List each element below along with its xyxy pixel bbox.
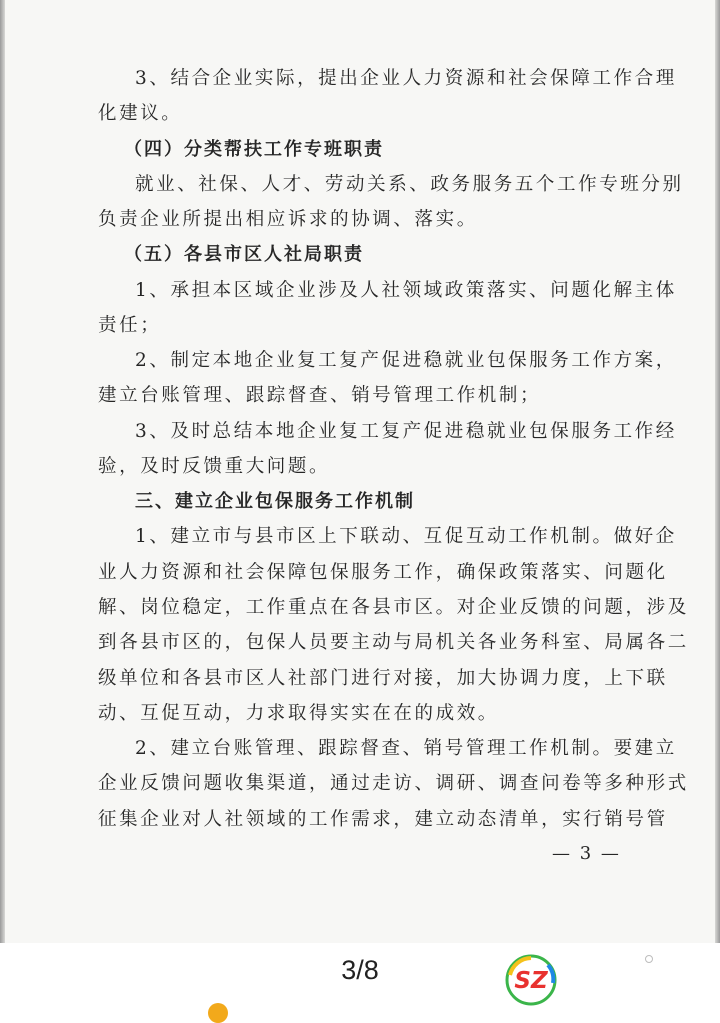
paragraph-line: 1、承担本区域企业涉及人社领域政策落实、问题化解主体: [135, 280, 677, 301]
section-heading: （五）各县市区人社局职责: [124, 244, 364, 265]
paragraph-line: 级单位和各县市区人社部门进行对接，加大协调力度，上下联: [98, 668, 668, 689]
paragraph-line: 责任；: [98, 315, 162, 336]
paragraph-line: 3、结合企业实际，提出企业人力资源和社会保障工作合理: [135, 68, 677, 89]
paragraph-line: 验，及时反馈重大问题。: [98, 456, 331, 477]
sz-logo-graphic: [504, 953, 558, 1007]
paragraph-line: 就业、社保、人才、劳动关系、政务服务五个工作专班分别: [135, 174, 684, 195]
paragraph-line: 负责企业所提出相应诉求的协调、落实。: [98, 209, 478, 230]
indicator-dot-icon: [645, 955, 653, 963]
paragraph-line: 1、建立市与县市区上下联动、互促互动工作机制。做好企: [135, 526, 677, 547]
sz-logo-icon[interactable]: [504, 953, 558, 1007]
paragraph-line: 2、制定本地企业复工复产促进稳就业包保服务工作方案，: [135, 350, 677, 371]
logo-text: SZ: [514, 968, 548, 994]
paragraph-line: 建立台账管理、跟踪督查、销号管理工作机制；: [98, 385, 542, 406]
chapter-heading: 三、建立企业包保服务工作机制: [135, 491, 415, 512]
paragraph-line: 动、互促互动，力求取得实实在在的成效。: [98, 703, 499, 724]
paragraph-line: 业人力资源和社会保障包保服务工作，确保政策落实、问题化: [98, 562, 668, 583]
paragraph-line: 化建议。: [98, 103, 183, 124]
page-edge-right: [715, 0, 720, 943]
paragraph-line: 到各县市区的，包保人员要主动与局机关各业务科室、局属各二: [98, 632, 689, 653]
page-indicator[interactable]: 3/8: [341, 955, 379, 985]
paragraph-line: 2、建立台账管理、跟踪督查、销号管理工作机制。要建立: [135, 738, 677, 759]
paragraph-line: 企业反馈问题收集渠道，通过走访、调研、调查问卷等多种形式: [98, 773, 689, 794]
section-heading: （四）分类帮扶工作专班职责: [124, 139, 384, 160]
paragraph-line: 3、及时总结本地企业复工复产促进稳就业包保服务工作经: [135, 421, 677, 442]
page-number: — 3 —: [552, 843, 621, 864]
page-edge-left: [0, 0, 5, 943]
paragraph-line: 解、岗位稳定，工作重点在各县市区。对企业反馈的问题，涉及: [98, 597, 689, 618]
floating-orange-dot-icon[interactable]: [208, 1003, 228, 1023]
paragraph-line: 征集企业对人社领域的工作需求，建立动态清单，实行销号管: [98, 809, 668, 830]
